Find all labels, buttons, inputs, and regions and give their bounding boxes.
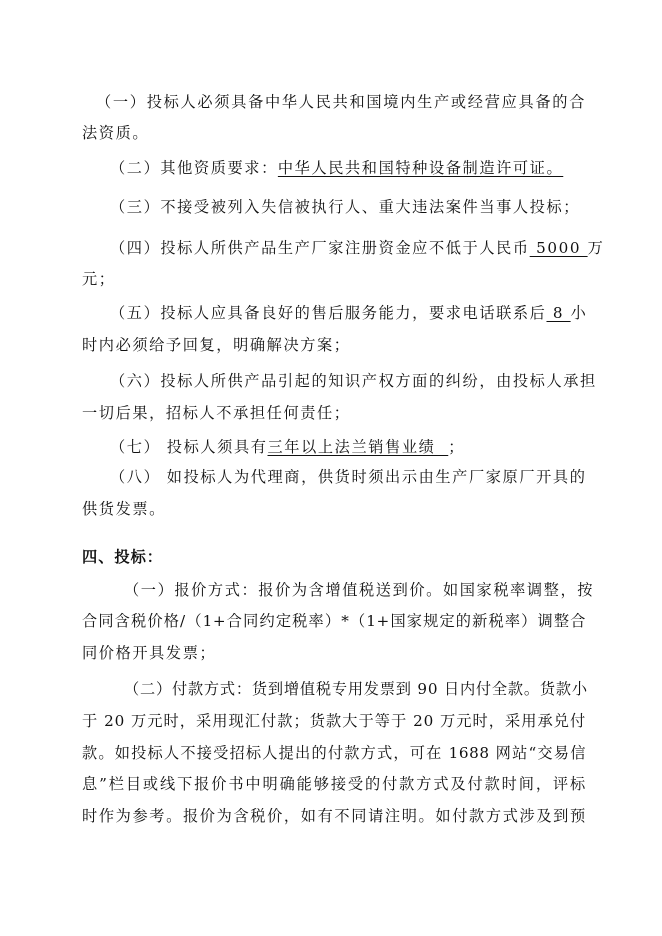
clause-4-unit: 万 bbox=[587, 239, 605, 257]
clause-7-value: 三年以上法兰销售业绩 bbox=[267, 438, 449, 456]
clause-2-label: （二）其他资质要求： bbox=[110, 159, 278, 177]
bid-1-line-3: 同价格开具发票； bbox=[82, 644, 217, 662]
bid-2-line-4: 息”栏目或线下报价书中明确能够接受的付款方式及付款时间，评标 bbox=[82, 775, 586, 793]
bid-1-line-1: （一）报价方式：报价为含增值税送到价。如国家税率调整，按 bbox=[124, 581, 595, 599]
clause-5-line-1 bbox=[110, 303, 586, 323]
clause-5-hours: 8 bbox=[546, 304, 571, 322]
bid-2-line-5: 时作为参考。报价为含税价，如有不同请注明。如付款方式涉及到预 bbox=[82, 807, 586, 825]
clause-1-line-1: （一）投标人必须具备中华人民共和国境内生产或经营应具备的合 bbox=[96, 93, 586, 111]
bid-2-line-2: 于 20 万元时，采用现汇付款；货款大于等于 20 万元时，采用承兑付 bbox=[82, 712, 586, 730]
clause-3: （三）不接受被列入失信被执行人、重大违法案件当事人投标； bbox=[110, 198, 581, 216]
clause-1-line-2: 法资质。 bbox=[82, 124, 150, 142]
bid-1-line-2: 合同含税价格/（1+合同约定税率）*（1+国家规定的新税率）调整合 bbox=[82, 612, 586, 630]
clause-2 bbox=[110, 158, 586, 178]
clause-6-line-2: 一切后果，招标人不承担任何责任； bbox=[82, 404, 351, 422]
clause-8-line-1: （八） 如投标人为代理商，供货时须出示由生产厂家原厂开具的 bbox=[110, 468, 587, 486]
clause-7-end: ； bbox=[448, 438, 466, 456]
clause-7 bbox=[110, 437, 586, 457]
clause-8-line-2: 供货发票。 bbox=[82, 500, 166, 518]
bid-2-line-3: 款。如投标人不接受招标人提出的付款方式，可在 1688 网站“交易信 bbox=[82, 744, 586, 762]
clause-5-unit: 小 bbox=[570, 304, 588, 322]
bid-2-line-1: （二）付款方式：货到增值税专用发票到 90 日内付全款。货款小 bbox=[124, 680, 588, 698]
clause-4-amount: 5000 bbox=[529, 239, 588, 257]
clause-4-text: （四）投标人所供产品生产厂家注册资金应不低于人民币 bbox=[110, 239, 530, 257]
clause-7-text: （七） 投标人须具有 bbox=[110, 438, 268, 456]
clause-2-value: 中华人民共和国特种设备制造许可证。 bbox=[277, 159, 564, 177]
clause-6-line-1: （六）投标人所供产品引起的知识产权方面的纠纷，由投标人承担 bbox=[110, 372, 597, 390]
clause-5-text: （五）投标人应具备良好的售后服务能力，要求电话联系后 bbox=[110, 304, 547, 322]
section-heading-bidding: 四、投标： bbox=[82, 548, 163, 566]
clause-4-line-1 bbox=[110, 238, 605, 258]
clause-5-line-2: 时内必须给予回复，明确解决方案； bbox=[82, 336, 351, 354]
clause-4-line-2: 元； bbox=[82, 270, 116, 288]
